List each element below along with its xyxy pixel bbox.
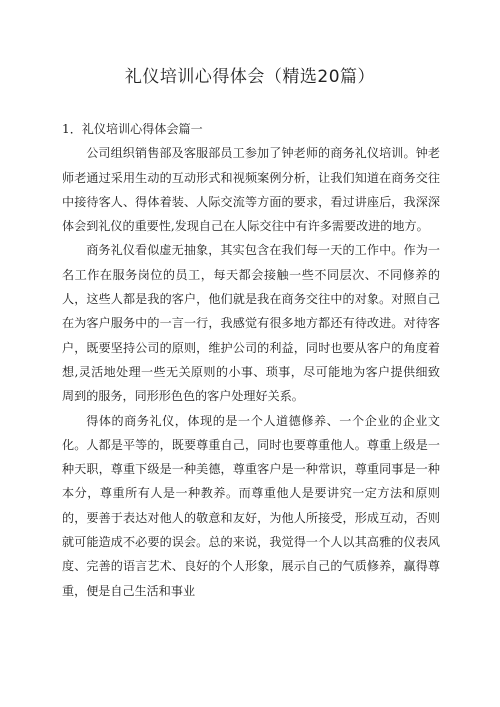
section-heading: 1．礼仪培训心得体会篇一 (62, 122, 203, 136)
paragraph-3: 得体的商务礼仪，体现的是一个人道德修养、一个企业的企业文化。人都是平等的，既要尊重自己，同时也要尊重他人。尊重上级是一种天职，尊重下级是一种美德，尊重客户是一种常识，尊重同事是一种本分，尊重所有人是一种教养。而尊重他人是要讲究一定方法和原则的，要善于表达对他人的敬意和友好，为他人所接受，形成互动，否则就可能造成不必要的误会。总的来说，我觉得一个人以其高雅的仪表风度、完善的语言艺术、良好的个人形象，展示自己的气质修养，赢得尊重，便是自己生活和事业 (62, 413, 440, 598)
paragraph-2: 商务礼仪看似虚无抽象，其实包含在我们每一天的工作中。作为一名工作在服务岗位的员工，每天都会接触一些不同层次、不同修养的人，这些人都是我的客户，他们就是我在商务交往中的对象。对照自己在为客户服务中的一言一行，我感觉有很多地方都还有待改进。对待客户，既要坚持公司的原则，维护公司的利益，同时也要从客户的角度着想,灵活地处理一些无关原则的小事、琐事，尽可能地为客户提供细致周到的服务，同形形色色的客户处理好关系。 (62, 243, 440, 404)
paragraph-1: 公司组织销售部及客服部员工参加了钟老师的商务礼仪培训。钟老师老通过采用生动的互动形式和视频案例分析，让我们知道在商务交往中接待客人、得体着装、人际交流等方面的要求，看过讲座后，我深深体会到礼仪的重要性,发现自己在人际交往中有许多需要改进的地方。 (62, 146, 440, 234)
document-title: 礼仪培训心得体会（精选20篇） (124, 67, 376, 87)
document-body (62, 117, 440, 603)
